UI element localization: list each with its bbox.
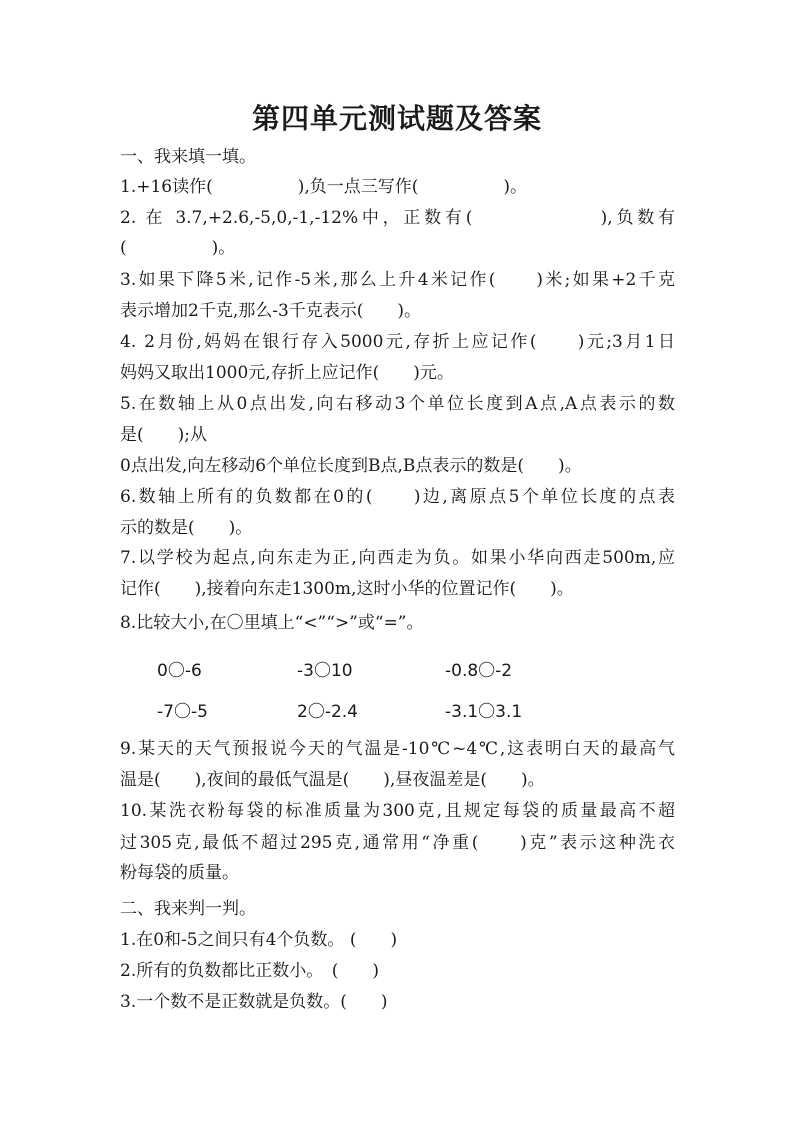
judge-2: 2.所有的负数都比正数小。 ( ): [120, 961, 379, 981]
judge-1: 1.在0和-5之间只有4个负数。 ( ): [120, 930, 398, 950]
question-10-line-1: 10.某洗衣粉每袋的标准质量为300克,且规定每袋的质量最高不超: [120, 801, 675, 821]
question-6-line-1: 6.数轴上所有的负数都在0的( )边,离原点5个单位长度的点表: [120, 487, 675, 507]
question-7-line-2: 记作( ),接着向东走1300m,这时小华的位置记作( )。: [120, 579, 574, 599]
question-2-line-1: 2. 在 3.7,+2.6,-5,0,-1,-12%中，正数有( ),负数有: [120, 208, 675, 228]
question-8: 8.比较大小,在〇里填上“<”“>”或“=”。: [120, 613, 424, 633]
section-heading-judge: 二、我来判一判。: [120, 899, 256, 919]
question-10-line-3: 粉每袋的质量。: [120, 863, 239, 883]
question-5-line-1: 5.在数轴上从0点出发,向右移动3个单位长度到A点,A点表示的数: [120, 394, 675, 414]
compare-item: -0.8〇-2: [445, 661, 513, 681]
question-4-line-1: 4. 2月份,妈妈在银行存入5000元,存折上应记作( )元;3月1日: [120, 332, 675, 352]
question-9-line-1: 9.某天的天气预报说今天的气温是-10℃~4℃,这表明白天的最高气: [120, 739, 675, 759]
question-3-line-2: 表示增加2千克,那么-3千克表示( )。: [120, 301, 422, 321]
compare-item: -3.1〇3.1: [445, 702, 523, 722]
question-5-line-2: 是( );从: [120, 425, 207, 445]
compare-item: -7〇-5: [157, 702, 208, 722]
section-heading-fill: 一、我来填一填。: [120, 147, 256, 167]
question-7-line-1: 7.以学校为起点,向东走为正,向西走为负。如果小华向西走500m,应: [120, 548, 675, 568]
page-title: 第四单元测试题及答案: [251, 102, 542, 135]
compare-item: 2〇-2.4: [297, 702, 358, 722]
compare-item: 0〇-6: [157, 661, 202, 681]
question-4-line-2: 妈妈又取出1000元,存折上应记作( )元。: [120, 363, 454, 383]
question-10-line-2: 过305克,最低不超过295克,通常用“净重( )克”表示这种洗衣: [120, 833, 675, 853]
compare-item: -3〇10: [297, 661, 353, 681]
judge-3: 3.一个数不是正数就是负数。( ): [120, 992, 388, 1012]
question-9-line-2: 温是( ),夜间的最低气温是( ),昼夜温差是( )。: [120, 770, 545, 790]
question-2-line-2: ( )。: [120, 238, 236, 258]
question-3-line-1: 3.如果下降5米,记作-5米,那么上升4米记作( )米;如果+2千克: [120, 270, 675, 290]
question-1: 1.+16读作( ),负一点三写作( )。: [120, 177, 528, 197]
question-5-line-3: 0点出发,向左移动6个单位长度到B点,B点表示的数是( )。: [120, 456, 582, 476]
question-6-line-2: 示的数是( )。: [120, 518, 253, 538]
